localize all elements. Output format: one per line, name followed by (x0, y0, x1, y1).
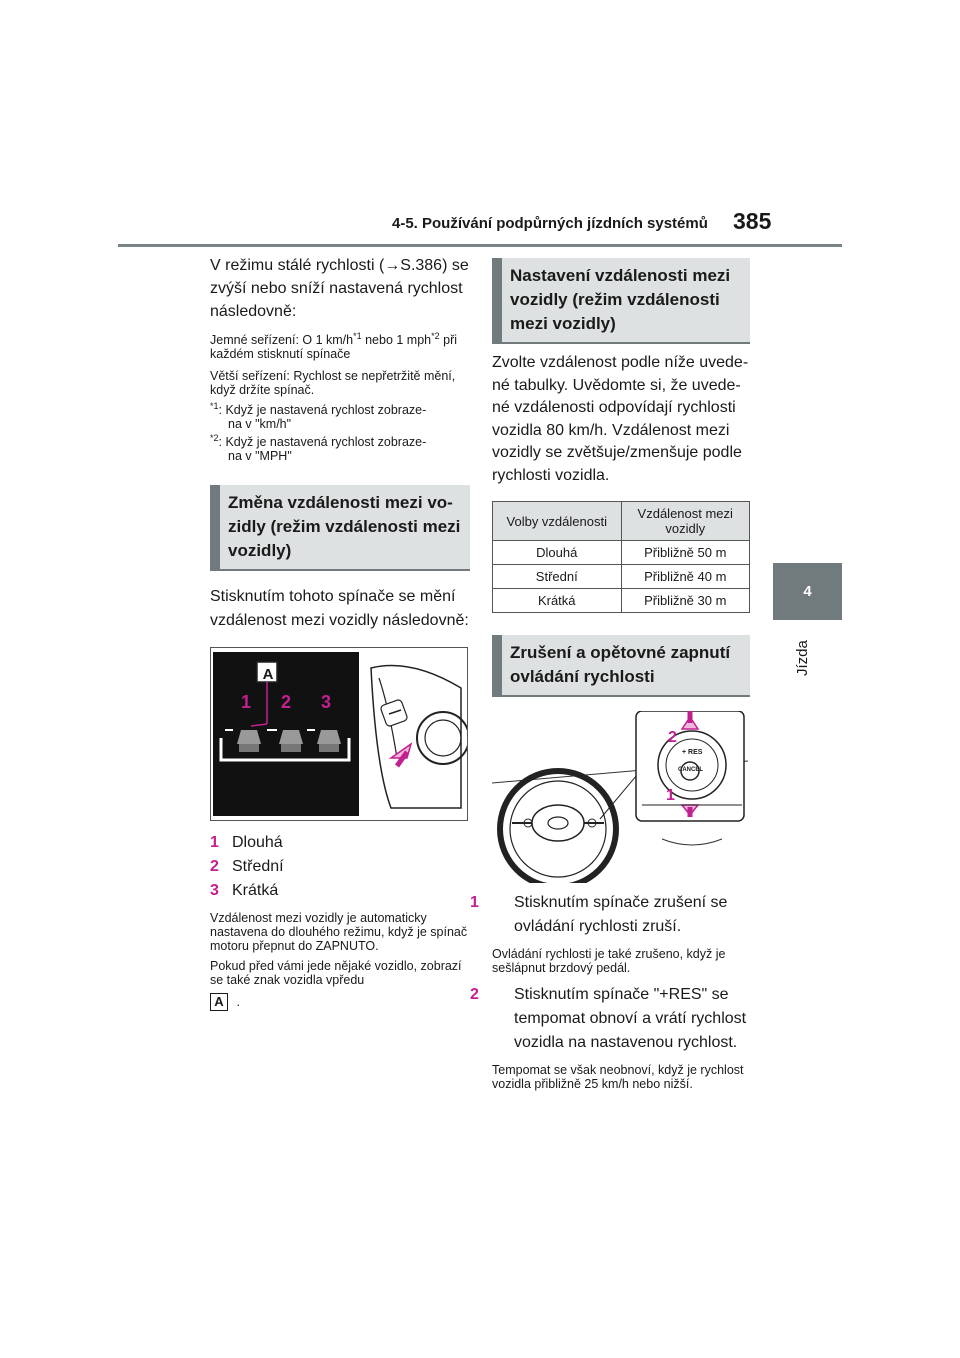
list-item (210, 879, 470, 903)
list-num: 1 (470, 894, 479, 911)
footnote-2 (210, 432, 470, 463)
list-num: 1 (210, 834, 219, 851)
footnote-1 (210, 400, 470, 431)
steering-wheel-figure (492, 711, 748, 883)
left-column (210, 254, 470, 1011)
chapter-tab: 4 (773, 563, 842, 620)
chapter-label (790, 628, 820, 678)
footnote-ref-2: *2 (431, 330, 440, 341)
header-rule (118, 244, 842, 247)
table-cell: Přibližně 50 m (621, 541, 750, 565)
distance-paragraph: Stisknutím tohoto spínače se mění vzdálenost mezi vozidly následovně: (210, 588, 469, 629)
chapter-label-text: Jízda (794, 640, 811, 676)
list-text: Střední (232, 858, 284, 875)
section-distance-change: Změna vzdálenosti mezi vo-zidly (režim vzdálenosti mezi vozidly) (210, 485, 470, 571)
table-cell: Střední (493, 565, 622, 589)
list-text: Dlouhá (232, 834, 283, 851)
steering-wheel-illustration (492, 711, 748, 883)
list-num: 2 (210, 858, 219, 875)
table-row (493, 541, 750, 565)
table-header: Vzdálenost mezi vozidly (621, 502, 750, 541)
table-cell: Dlouhá (493, 541, 622, 565)
footnote-ref-1: *1 (353, 330, 362, 341)
table-row (493, 589, 750, 613)
table-cell: Krátká (493, 589, 622, 613)
section-distance-setting: Nastavení vzdálenosti mezi vozidly (režim vzdálenosti mezi vozidly) (492, 258, 750, 344)
badge-a: A (210, 993, 228, 1011)
figure-label-1: 1 (241, 692, 252, 712)
footnote-2-mark: *2 (210, 432, 219, 443)
figure-label-1: 1 (666, 787, 675, 804)
list-text: Stisknutím spínače zrušení se ovládání rychlosti zruší. (514, 894, 728, 935)
section-cancel-resume: Zrušení a opětovné zapnutí ovládání rychlosti (492, 635, 750, 697)
coarse-adjust-text: Větší seřízení: Rychlost se nepřetržitě mění, když držíte spínač. (210, 369, 456, 397)
figure-label-2: 2 (281, 692, 292, 712)
badge-a-line (210, 993, 470, 1011)
figure-label-2: 2 (668, 729, 677, 746)
right-column (470, 258, 750, 1091)
distance-switch-illustration (211, 648, 467, 820)
list-num: 3 (210, 882, 219, 899)
vehicle-ahead-note: Pokud před vámi jede nějaké vozidlo, zobrazí se také znak vozidla vpředu (210, 959, 462, 987)
resume-limit-note: Tempomat se však neobnoví, když je rychlost vozidla přibližně 25 km/h nebo nižší. (492, 1063, 744, 1091)
list-item (210, 855, 470, 879)
fine-text-b: nebo 1 mph (361, 333, 432, 347)
fine-text-a: Jemné seřízení: O 1 km/h (210, 333, 354, 347)
figure-cancel-label: CANCEL (678, 767, 703, 773)
distance-table (492, 501, 750, 613)
figure-label-3: 3 (321, 692, 332, 712)
cancel-item (470, 891, 750, 939)
table-row (493, 565, 750, 589)
footnote-1-tail: na v "km/h" (228, 417, 292, 431)
list-num: 2 (470, 986, 479, 1003)
setting-paragraph: Zvolte vzdálenost podle níže uvede-né tabulky. Uvědomte si, že uvede-né vzdálenosti odpovídají rychlosti vozidla 80 km/h. Vzdálenost mezi vozidly se zvětšuje/zmenšuje podle rychlosti vozidla. (492, 354, 749, 484)
section-header-title: 4-5. Používání podpůrných jízdních systémů (392, 215, 708, 232)
fine-adjust-text (210, 330, 470, 361)
footnote-1-mark: *1 (210, 400, 219, 411)
badge-period: . (236, 994, 241, 1010)
figure-badge-a: A (262, 666, 274, 683)
list-item (210, 831, 470, 855)
table-cell: Přibližně 40 m (621, 565, 750, 589)
intro-paragraph: V režimu stálé rychlosti (→S.386) se zvýší nebo sníží nastavená rychlost následovně: (210, 257, 469, 320)
auto-long-note: Vzdálenost mezi vozidly je automaticky nastavena do dlouhého režimu, když je spínač motoru přepnut do ZAPNUTO. (210, 911, 468, 953)
footnote-1-text: : Když je nastavená rychlost zobraze- (218, 403, 427, 417)
footnote-2-text: : Když je nastavená rychlost zobraze- (218, 435, 427, 449)
resume-item (470, 983, 750, 1055)
page-number: 385 (733, 208, 772, 234)
brake-note: Ovládání rychlosti je také zrušeno, když je sešlápnut brzdový pedál. (492, 947, 726, 975)
list-text: Stisknutím spínače "+RES" se tempomat obnoví a vrátí rychlost vozidla na nastavenou rychlost. (514, 986, 747, 1051)
fine-text-c: při každém stisknutí spínače (210, 333, 458, 361)
table-header: Volby vzdálenosti (493, 502, 622, 541)
table-header-row (493, 502, 750, 541)
figure-res-label: + RES (682, 749, 703, 756)
table-cell: Přibližně 30 m (621, 589, 750, 613)
distance-switch-figure (210, 647, 468, 821)
distance-list (210, 831, 470, 903)
footnote-2-tail: na v "MPH" (228, 449, 292, 463)
list-text: Krátká (232, 882, 279, 899)
